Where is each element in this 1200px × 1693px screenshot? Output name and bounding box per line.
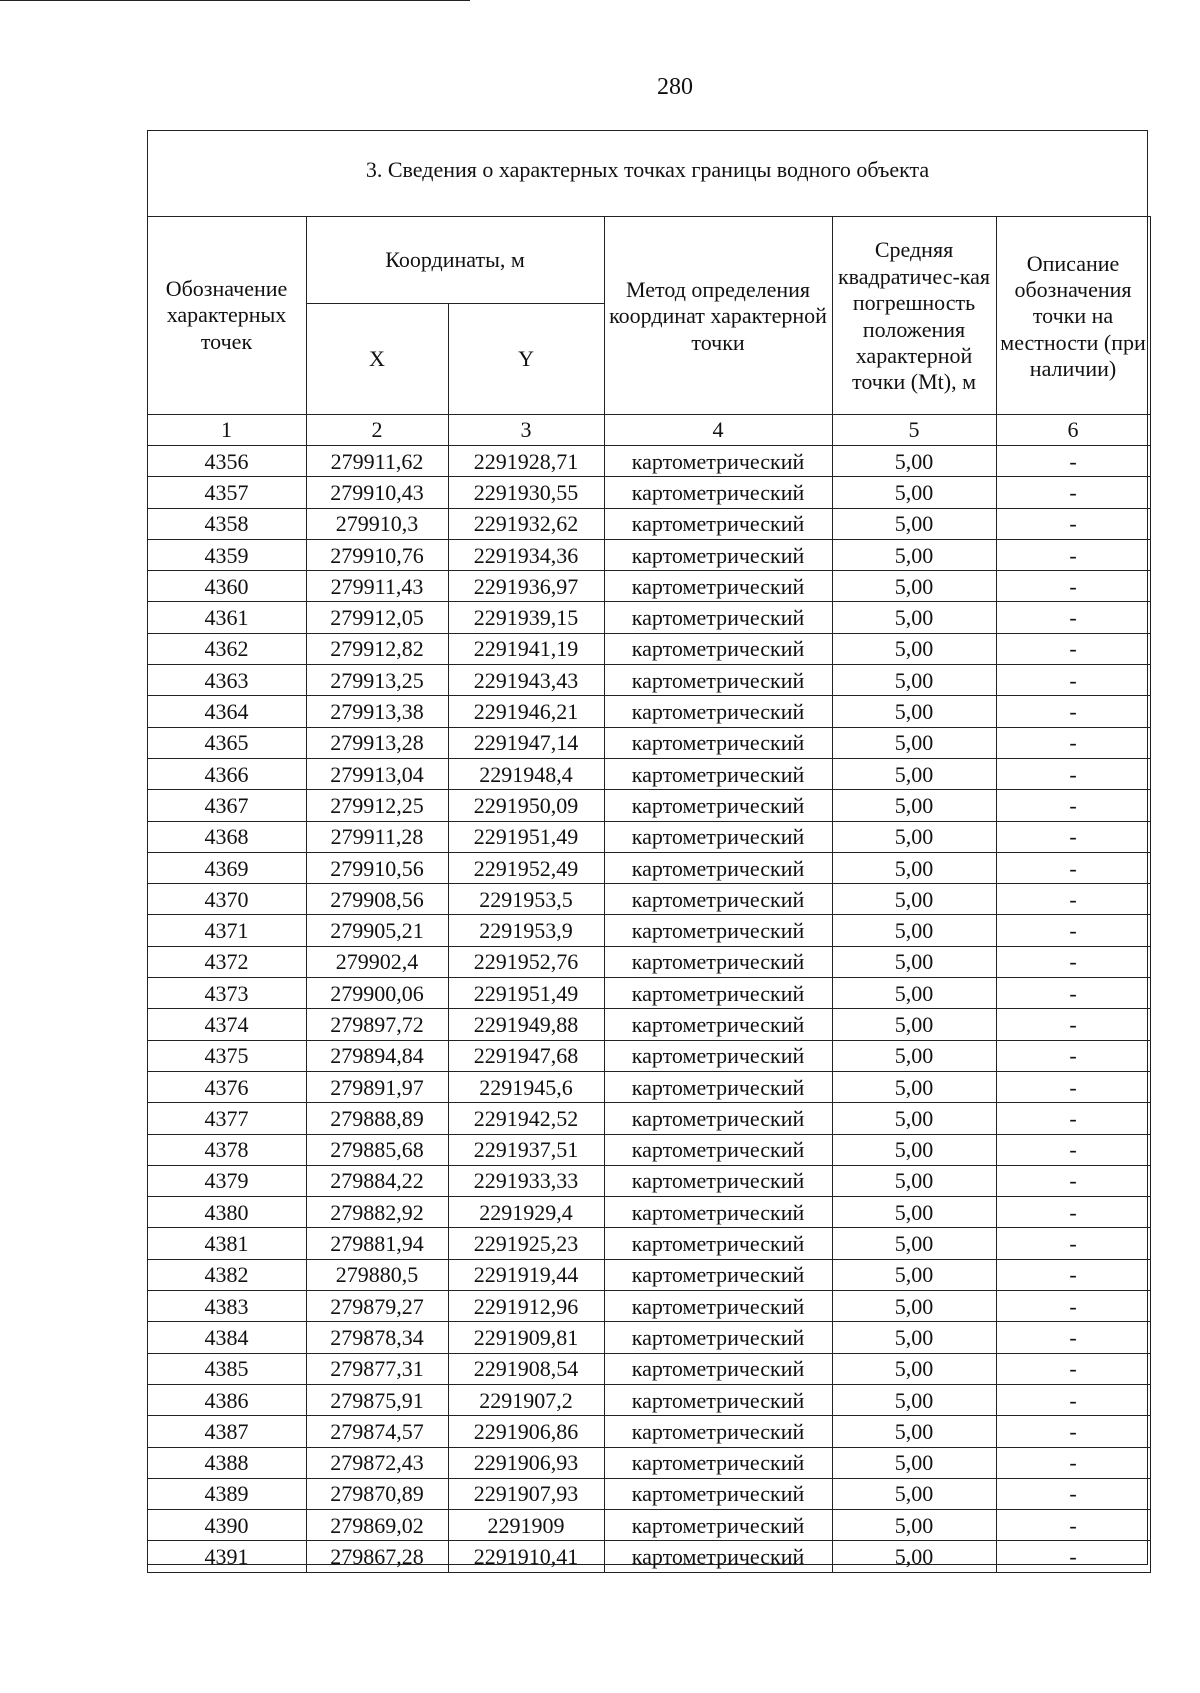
point-id-cell: 4377 — [147, 1103, 306, 1134]
y-coordinate-cell: 2291933,33 — [448, 1165, 604, 1196]
x-coordinate-cell: 279885,68 — [306, 1134, 448, 1165]
method-cell: картометрический — [604, 477, 832, 508]
x-coordinate-cell: 279913,25 — [306, 665, 448, 696]
header-y: Y — [448, 304, 604, 415]
table-row — [147, 1353, 1150, 1384]
table-row — [147, 1165, 1150, 1196]
x-coordinate-cell: 279913,38 — [306, 696, 448, 727]
y-coordinate-cell: 2291943,43 — [448, 665, 604, 696]
table-row — [147, 884, 1150, 915]
point-id-cell: 4366 — [147, 758, 306, 789]
point-id-cell: 4381 — [147, 1228, 306, 1259]
y-coordinate-cell: 2291951,49 — [448, 978, 604, 1009]
method-cell: картометрический — [604, 1040, 832, 1071]
method-cell: картометрический — [604, 1353, 832, 1384]
header-coordinates: Координаты, м — [306, 217, 604, 304]
method-cell: картометрический — [604, 508, 832, 539]
y-coordinate-cell: 2291906,86 — [448, 1416, 604, 1447]
accuracy-cell: 5,00 — [832, 1510, 996, 1541]
header-point-label: Обозначение характерных точек — [147, 217, 306, 415]
point-id-cell: 4361 — [147, 602, 306, 633]
point-id-cell: 4384 — [147, 1322, 306, 1353]
method-cell: картометрический — [604, 665, 832, 696]
method-cell: картометрический — [604, 1259, 832, 1290]
x-coordinate-cell: 279874,57 — [306, 1416, 448, 1447]
accuracy-cell: 5,00 — [832, 1009, 996, 1040]
column-number-6: 6 — [996, 415, 1150, 446]
point-id-cell: 4356 — [147, 446, 306, 477]
accuracy-cell: 5,00 — [832, 1541, 996, 1572]
table-row — [147, 1510, 1150, 1541]
boundary-points-table — [147, 216, 1151, 1573]
point-id-cell: 4380 — [147, 1197, 306, 1228]
section-frame — [147, 130, 1148, 1570]
y-coordinate-cell: 2291939,15 — [448, 602, 604, 633]
method-cell: картометрический — [604, 758, 832, 789]
accuracy-cell: 5,00 — [832, 477, 996, 508]
method-cell: картометрический — [604, 1134, 832, 1165]
accuracy-cell: 5,00 — [832, 915, 996, 946]
accuracy-cell: 5,00 — [832, 1103, 996, 1134]
table-row — [147, 1384, 1150, 1415]
x-coordinate-cell: 279888,89 — [306, 1103, 448, 1134]
x-coordinate-cell: 279872,43 — [306, 1447, 448, 1478]
x-coordinate-cell: 279905,21 — [306, 915, 448, 946]
x-coordinate-cell: 279879,27 — [306, 1291, 448, 1322]
accuracy-cell: 5,00 — [832, 821, 996, 852]
y-coordinate-cell: 2291928,71 — [448, 446, 604, 477]
point-id-cell: 4379 — [147, 1165, 306, 1196]
x-coordinate-cell: 279897,72 — [306, 1009, 448, 1040]
method-cell: картометрический — [604, 978, 832, 1009]
table-row — [147, 790, 1150, 821]
accuracy-cell: 5,00 — [832, 1291, 996, 1322]
y-coordinate-cell: 2291948,4 — [448, 758, 604, 789]
point-id-cell: 4368 — [147, 821, 306, 852]
table-body — [147, 446, 1150, 1573]
accuracy-cell: 5,00 — [832, 1322, 996, 1353]
accuracy-cell: 5,00 — [832, 1259, 996, 1290]
method-cell: картометрический — [604, 696, 832, 727]
description-cell: - — [996, 539, 1150, 570]
x-coordinate-cell: 279902,4 — [306, 946, 448, 977]
y-coordinate-cell: 2291932,62 — [448, 508, 604, 539]
table-row — [147, 1040, 1150, 1071]
method-cell: картометрический — [604, 946, 832, 977]
x-coordinate-cell: 279911,43 — [306, 571, 448, 602]
accuracy-cell: 5,00 — [832, 539, 996, 570]
y-coordinate-cell: 2291910,41 — [448, 1541, 604, 1572]
table-row — [147, 602, 1150, 633]
description-cell: - — [996, 665, 1150, 696]
y-coordinate-cell: 2291919,44 — [448, 1259, 604, 1290]
y-coordinate-cell: 2291909,81 — [448, 1322, 604, 1353]
description-cell: - — [996, 1165, 1150, 1196]
description-cell: - — [996, 1478, 1150, 1509]
table-row — [147, 571, 1150, 602]
table-row — [147, 978, 1150, 1009]
method-cell: картометрический — [604, 1228, 832, 1259]
x-coordinate-cell: 279910,3 — [306, 508, 448, 539]
header-method: Метод определения координат характерной точки — [604, 217, 832, 415]
table-row — [147, 1228, 1150, 1259]
x-coordinate-cell: 279912,82 — [306, 633, 448, 664]
table-row — [147, 696, 1150, 727]
table-row — [147, 1416, 1150, 1447]
x-coordinate-cell: 279911,28 — [306, 821, 448, 852]
table-row — [147, 1447, 1150, 1478]
point-id-cell: 4367 — [147, 790, 306, 821]
accuracy-cell: 5,00 — [832, 1478, 996, 1509]
description-cell: - — [996, 1071, 1150, 1102]
x-coordinate-cell: 279869,02 — [306, 1510, 448, 1541]
description-cell: - — [996, 1134, 1150, 1165]
x-coordinate-cell: 279877,31 — [306, 1353, 448, 1384]
description-cell: - — [996, 1416, 1150, 1447]
accuracy-cell: 5,00 — [832, 1134, 996, 1165]
y-coordinate-cell: 2291945,6 — [448, 1071, 604, 1102]
method-cell: картометрический — [604, 1478, 832, 1509]
method-cell: картометрический — [604, 1165, 832, 1196]
description-cell: - — [996, 1291, 1150, 1322]
method-cell: картометрический — [604, 1447, 832, 1478]
description-cell: - — [996, 633, 1150, 664]
table-row — [147, 727, 1150, 758]
accuracy-cell: 5,00 — [832, 1416, 996, 1447]
table-row — [147, 821, 1150, 852]
y-coordinate-cell: 2291934,36 — [448, 539, 604, 570]
description-cell: - — [996, 1384, 1150, 1415]
y-coordinate-cell: 2291906,93 — [448, 1447, 604, 1478]
scan-top-rule — [0, 0, 470, 1]
table-row — [147, 1291, 1150, 1322]
table-row — [147, 1134, 1150, 1165]
method-cell: картометрический — [604, 1103, 832, 1134]
table-row — [147, 446, 1150, 477]
column-number-5: 5 — [832, 415, 996, 446]
table-row — [147, 1478, 1150, 1509]
method-cell: картометрический — [604, 446, 832, 477]
y-coordinate-cell: 2291947,68 — [448, 1040, 604, 1071]
table-row — [147, 539, 1150, 570]
method-cell: картометрический — [604, 884, 832, 915]
x-coordinate-cell: 279878,34 — [306, 1322, 448, 1353]
x-coordinate-cell: 279908,56 — [306, 884, 448, 915]
y-coordinate-cell: 2291907,93 — [448, 1478, 604, 1509]
y-coordinate-cell: 2291941,19 — [448, 633, 604, 664]
method-cell: картометрический — [604, 1291, 832, 1322]
y-coordinate-cell: 2291947,14 — [448, 727, 604, 758]
table-row — [147, 508, 1150, 539]
accuracy-cell: 5,00 — [832, 1197, 996, 1228]
table-row — [147, 915, 1150, 946]
method-cell: картометрический — [604, 1009, 832, 1040]
method-cell: картометрический — [604, 633, 832, 664]
accuracy-cell: 5,00 — [832, 978, 996, 1009]
description-cell: - — [996, 477, 1150, 508]
column-number-1: 1 — [147, 415, 306, 446]
method-cell: картометрический — [604, 1197, 832, 1228]
description-cell: - — [996, 1228, 1150, 1259]
section-title: 3. Сведения о характерных точках границы водного объекта — [365, 157, 930, 182]
table-row — [147, 1259, 1150, 1290]
y-coordinate-cell: 2291953,9 — [448, 915, 604, 946]
point-id-cell: 4391 — [147, 1541, 306, 1572]
description-cell: - — [996, 1322, 1150, 1353]
y-coordinate-cell: 2291936,97 — [448, 571, 604, 602]
x-coordinate-cell: 279884,22 — [306, 1165, 448, 1196]
method-cell: картометрический — [604, 821, 832, 852]
table-row — [147, 1009, 1150, 1040]
accuracy-cell: 5,00 — [832, 633, 996, 664]
accuracy-cell: 5,00 — [832, 946, 996, 977]
method-cell: картометрический — [604, 1416, 832, 1447]
accuracy-cell: 5,00 — [832, 790, 996, 821]
x-coordinate-cell: 279910,76 — [306, 539, 448, 570]
table-row — [147, 1103, 1150, 1134]
x-coordinate-cell: 279913,28 — [306, 727, 448, 758]
y-coordinate-cell: 2291912,96 — [448, 1291, 604, 1322]
x-coordinate-cell: 279910,56 — [306, 852, 448, 883]
description-cell: - — [996, 946, 1150, 977]
point-id-cell: 4371 — [147, 915, 306, 946]
accuracy-cell: 5,00 — [832, 1165, 996, 1196]
point-id-cell: 4373 — [147, 978, 306, 1009]
accuracy-cell: 5,00 — [832, 571, 996, 602]
point-id-cell: 4374 — [147, 1009, 306, 1040]
accuracy-cell: 5,00 — [832, 1447, 996, 1478]
description-cell: - — [996, 446, 1150, 477]
description-cell: - — [996, 1541, 1150, 1572]
y-coordinate-cell: 2291946,21 — [448, 696, 604, 727]
table-row — [147, 633, 1150, 664]
x-coordinate-cell: 279891,97 — [306, 1071, 448, 1102]
x-coordinate-cell: 279867,28 — [306, 1541, 448, 1572]
point-id-cell: 4386 — [147, 1384, 306, 1415]
method-cell: картометрический — [604, 539, 832, 570]
point-id-cell: 4360 — [147, 571, 306, 602]
method-cell: картометрический — [604, 1384, 832, 1415]
y-coordinate-cell: 2291925,23 — [448, 1228, 604, 1259]
point-id-cell: 4363 — [147, 665, 306, 696]
y-coordinate-cell: 2291909 — [448, 1510, 604, 1541]
y-coordinate-cell: 2291952,76 — [448, 946, 604, 977]
y-coordinate-cell: 2291929,4 — [448, 1197, 604, 1228]
method-cell: картометрический — [604, 852, 832, 883]
accuracy-cell: 5,00 — [832, 665, 996, 696]
point-id-cell: 4382 — [147, 1259, 306, 1290]
y-coordinate-cell: 2291942,52 — [448, 1103, 604, 1134]
accuracy-cell: 5,00 — [832, 1228, 996, 1259]
description-cell: - — [996, 915, 1150, 946]
description-cell: - — [996, 1353, 1150, 1384]
point-id-cell: 4383 — [147, 1291, 306, 1322]
method-cell: картометрический — [604, 571, 832, 602]
method-cell: картометрический — [604, 790, 832, 821]
point-id-cell: 4375 — [147, 1040, 306, 1071]
y-coordinate-cell: 2291950,09 — [448, 790, 604, 821]
accuracy-cell: 5,00 — [832, 758, 996, 789]
y-coordinate-cell: 2291952,49 — [448, 852, 604, 883]
header-description: Описание обозначения точки на местности (при наличии) — [996, 217, 1150, 415]
accuracy-cell: 5,00 — [832, 1384, 996, 1415]
table-row — [147, 1541, 1150, 1572]
table-row — [147, 1071, 1150, 1102]
method-cell: картометрический — [604, 1510, 832, 1541]
x-coordinate-cell: 279880,5 — [306, 1259, 448, 1290]
accuracy-cell: 5,00 — [832, 852, 996, 883]
point-id-cell: 4359 — [147, 539, 306, 570]
accuracy-cell: 5,00 — [832, 508, 996, 539]
accuracy-cell: 5,00 — [832, 446, 996, 477]
y-coordinate-cell: 2291908,54 — [448, 1353, 604, 1384]
accuracy-cell: 5,00 — [832, 1071, 996, 1102]
table-row — [147, 1322, 1150, 1353]
method-cell: картометрический — [604, 1541, 832, 1572]
description-cell: - — [996, 1510, 1150, 1541]
description-cell: - — [996, 727, 1150, 758]
column-number-4: 4 — [604, 415, 832, 446]
accuracy-cell: 5,00 — [832, 884, 996, 915]
y-coordinate-cell: 2291949,88 — [448, 1009, 604, 1040]
method-cell: картометрический — [604, 1071, 832, 1102]
x-coordinate-cell: 279882,92 — [306, 1197, 448, 1228]
accuracy-cell: 5,00 — [832, 602, 996, 633]
description-cell: - — [996, 508, 1150, 539]
method-cell: картометрический — [604, 1322, 832, 1353]
point-id-cell: 4372 — [147, 946, 306, 977]
point-id-cell: 4364 — [147, 696, 306, 727]
description-cell: - — [996, 571, 1150, 602]
point-id-cell: 4389 — [147, 1478, 306, 1509]
description-cell: - — [996, 884, 1150, 915]
point-id-cell: 4387 — [147, 1416, 306, 1447]
description-cell: - — [996, 978, 1150, 1009]
page-number: 280 — [657, 74, 693, 100]
description-cell: - — [996, 1447, 1150, 1478]
y-coordinate-cell: 2291937,51 — [448, 1134, 604, 1165]
description-cell: - — [996, 790, 1150, 821]
x-coordinate-cell: 279881,94 — [306, 1228, 448, 1259]
x-coordinate-cell: 279912,25 — [306, 790, 448, 821]
method-cell: картометрический — [604, 727, 832, 758]
y-coordinate-cell: 2291907,2 — [448, 1384, 604, 1415]
point-id-cell: 4365 — [147, 727, 306, 758]
description-cell: - — [996, 1009, 1150, 1040]
description-cell: - — [996, 758, 1150, 789]
header-accuracy: Средняя квадратичес-кая погрешность положения характерной точки (Mt), м — [832, 217, 996, 415]
table-row — [147, 477, 1150, 508]
point-id-cell: 4390 — [147, 1510, 306, 1541]
description-cell: - — [996, 1197, 1150, 1228]
column-number-3: 3 — [448, 415, 604, 446]
point-id-cell: 4362 — [147, 633, 306, 664]
description-cell: - — [996, 1259, 1150, 1290]
description-cell: - — [996, 821, 1150, 852]
x-coordinate-cell: 279913,04 — [306, 758, 448, 789]
header-x: X — [306, 304, 448, 415]
point-id-cell: 4370 — [147, 884, 306, 915]
table-row — [147, 852, 1150, 883]
y-coordinate-cell: 2291953,5 — [448, 884, 604, 915]
description-cell: - — [996, 1103, 1150, 1134]
accuracy-cell: 5,00 — [832, 1353, 996, 1384]
accuracy-cell: 5,00 — [832, 696, 996, 727]
table-row — [147, 758, 1150, 789]
table-row — [147, 946, 1150, 977]
point-id-cell: 4385 — [147, 1353, 306, 1384]
point-id-cell: 4358 — [147, 508, 306, 539]
x-coordinate-cell: 279911,62 — [306, 446, 448, 477]
x-coordinate-cell: 279875,91 — [306, 1384, 448, 1415]
y-coordinate-cell: 2291930,55 — [448, 477, 604, 508]
column-number-2: 2 — [306, 415, 448, 446]
description-cell: - — [996, 1040, 1150, 1071]
y-coordinate-cell: 2291951,49 — [448, 821, 604, 852]
description-cell: - — [996, 696, 1150, 727]
description-cell: - — [996, 852, 1150, 883]
method-cell: картометрический — [604, 915, 832, 946]
point-id-cell: 4369 — [147, 852, 306, 883]
point-id-cell: 4388 — [147, 1447, 306, 1478]
x-coordinate-cell: 279910,43 — [306, 477, 448, 508]
point-id-cell: 4378 — [147, 1134, 306, 1165]
method-cell: картометрический — [604, 602, 832, 633]
accuracy-cell: 5,00 — [832, 727, 996, 758]
x-coordinate-cell: 279900,06 — [306, 978, 448, 1009]
x-coordinate-cell: 279870,89 — [306, 1478, 448, 1509]
point-id-cell: 4376 — [147, 1071, 306, 1102]
point-id-cell: 4357 — [147, 477, 306, 508]
description-cell: - — [996, 602, 1150, 633]
x-coordinate-cell: 279894,84 — [306, 1040, 448, 1071]
accuracy-cell: 5,00 — [832, 1040, 996, 1071]
table-row — [147, 665, 1150, 696]
x-coordinate-cell: 279912,05 — [306, 602, 448, 633]
table-row — [147, 1197, 1150, 1228]
